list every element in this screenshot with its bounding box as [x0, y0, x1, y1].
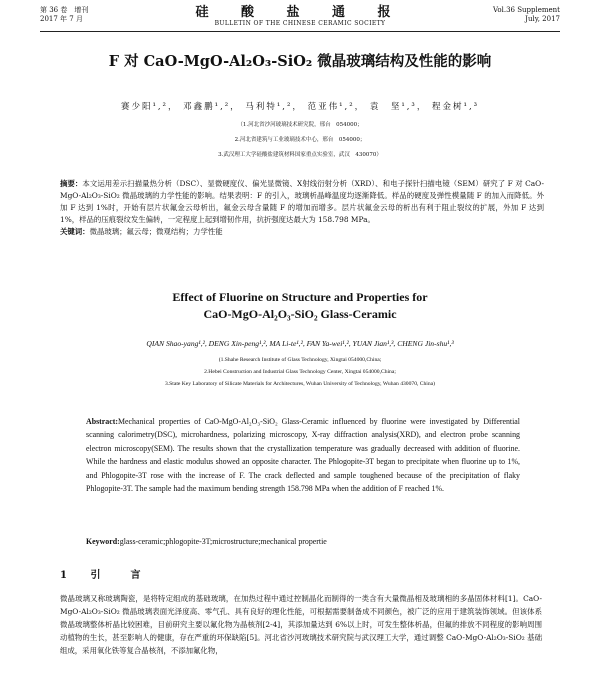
paper-title-en-line1: Effect of Fluorine on Structure and Properties for [172, 290, 428, 304]
keywords-en-block [86, 537, 520, 546]
paper-title-cn: F 对 CaO-MgO-Al₂O₃-SiO₂ 微晶玻璃结构及性能的影响 [108, 53, 492, 70]
keywords-en: glass-ceramic;phlogopite-3T;microstructure;mechanical propertie [119, 537, 327, 546]
keywords-cn: 微晶玻璃；氟云母；微观结构；力学性能 [89, 227, 223, 236]
page-header [40, 6, 560, 30]
affiliation-en-1: (1.Shahe Research Institute of Glass Technology, Xingtai 054000,China; [218, 357, 382, 363]
abstract-en [86, 415, 520, 495]
abstract-cn-text: 本文运用差示扫描量热分析（DSC）、显微硬度仪、偏光显微镜、X射线衍射分析（XRD）、和电子探针扫描电镜（SEM）研究了 F 对 CaO-MgO-Al₂O₃-SiO₂ 微晶玻璃的力学性能的影响。结果表明：F 的引入，玻璃析晶峰温度均逐渐降低。样品的硬度及弹性模量随 F 的加入而降低。外加 F 达到 1%时，开始有层片状氟金云母析出，氟金云母含量随 F 的增加而增多。层片状氟金云母的析出有利于阻止裂纹的扩展，外加 F 达到 1%，样品的压痕裂纹发生偏转，一定程度上起到增韧作用，抗折强度达最大为 158.798 MPa。 [60, 179, 544, 224]
keywords-cn-label: 关键词： [60, 227, 90, 236]
header-center [40, 6, 560, 28]
affiliation-cn-2: 2.河北省建筑与工业玻璃技术中心，邢台 054000； [234, 137, 366, 143]
affiliation-en-3: 3.State Key Laboratory of Silicate Materials for Architectures, Wuhan University of Technology, Wuhan 430070, China) [164, 381, 436, 387]
authors-cn: 赛少阳¹,²， 邓鑫鹏¹,²， 马利特¹,²， 范亚伟¹,²， 袁 坚¹,³， 程金树¹,³ [120, 102, 480, 112]
affiliation-cn-1: （1.河北省沙河玻璃技术研究院，邢台 054000； [237, 122, 363, 128]
paper-title-en-line2: CaO-MgO-Al₂O₃-SiO₂ Glass-Ceramic [203, 307, 397, 321]
abstract-cn-label: 摘要： [60, 179, 83, 188]
volume-en: Vol.36 Supplement [493, 6, 560, 14]
journal-name-cn: 硅 酸 盐 通 报 [195, 5, 405, 20]
affiliation-cn-3: 3.武汉理工大学硅酸盐建筑材料国家重点实验室，武汉 430070） [218, 152, 382, 158]
header-rule [40, 31, 560, 32]
volume-cn: 第 36 卷 增刊 [40, 6, 89, 14]
date-en: July, 2017 [525, 15, 560, 23]
date-cn: 2017 年 7 月 [40, 15, 83, 23]
abstract-cn [60, 178, 544, 238]
section-number: 1 [60, 570, 77, 581]
affiliation-en-2: 2.Hebei Construction and Industrial Glass Technology Center, Xingtai 054000,China; [204, 369, 396, 375]
header-right [493, 6, 560, 24]
section-title: 引 言 [90, 570, 151, 581]
keywords-en-label: Keyword: [86, 537, 120, 546]
journal-name-en: BULLETIN OF THE CHINESE CERAMIC SOCIETY [214, 20, 386, 27]
abstract-en-label: Abstract: [86, 417, 118, 426]
abstract-en-text: Mechanical properties of CaO-MgO-Al₂O₃-SiO₂ Glass-Ceramic influenced by fluorine were investigated by Differential scanning calorimetry(DSC), microhardness, polarizing microscopy, X-ray diffraction analysis(XRD), and electron probe scanning electron microscopy(SEM). The results shown that the crystallization temperature was gradually decreased with addition of fluorine. While the hardness and elastic modulus showed an opposite character. The Phlogopite-3T began to precipitate when fluorine up to 1%, and Phlogopite-3T rose with the increase of F. The crack deflected and sample toughened because of the precipitation of flaky Phlogopite-3T. The sample had the maximum bending strength 158.798 MPa when the addition of F reached 1%. [86, 417, 520, 494]
section-heading [60, 566, 150, 581]
authors-en: QIAN Shao-yang¹,², DENG Xin-peng¹,², MA Li-te¹,², FAN Ya-wei¹,², YUAN Jian¹,³, CHENG Jin-shu¹,³ [146, 339, 454, 348]
section-body: 微晶玻璃又称玻璃陶瓷，是将特定组成的基础玻璃，在加热过程中通过控制晶化而制得的一类含有大量微晶相及玻璃相的多晶固体材料[1]。CaO-MgO-Al₂O₃-SiO₂ 微晶玻璃表面光泽度高、零气孔、具有良好的理化性能，可根据需要制备成不同颜色，被广泛的应用于建筑装饰领域。但该体系微晶玻璃整体析晶比较困难，目前研究主要以氟化物为晶核剂[2-4]，其添加量达到 6%以上时，可发生整体析晶，但氟的排放不同程度的影响周围动植物的生长，甚至影响人的健康，存在严重的环保缺陷[5]。河北省沙河玻璃技术研究院与武汉理工大学，通过调整 CaO-MgO-Al₂O₃-SiO₂ 基础组成，采用氧化铁等复合晶核剂，不添加氟化物， [60, 594, 542, 655]
